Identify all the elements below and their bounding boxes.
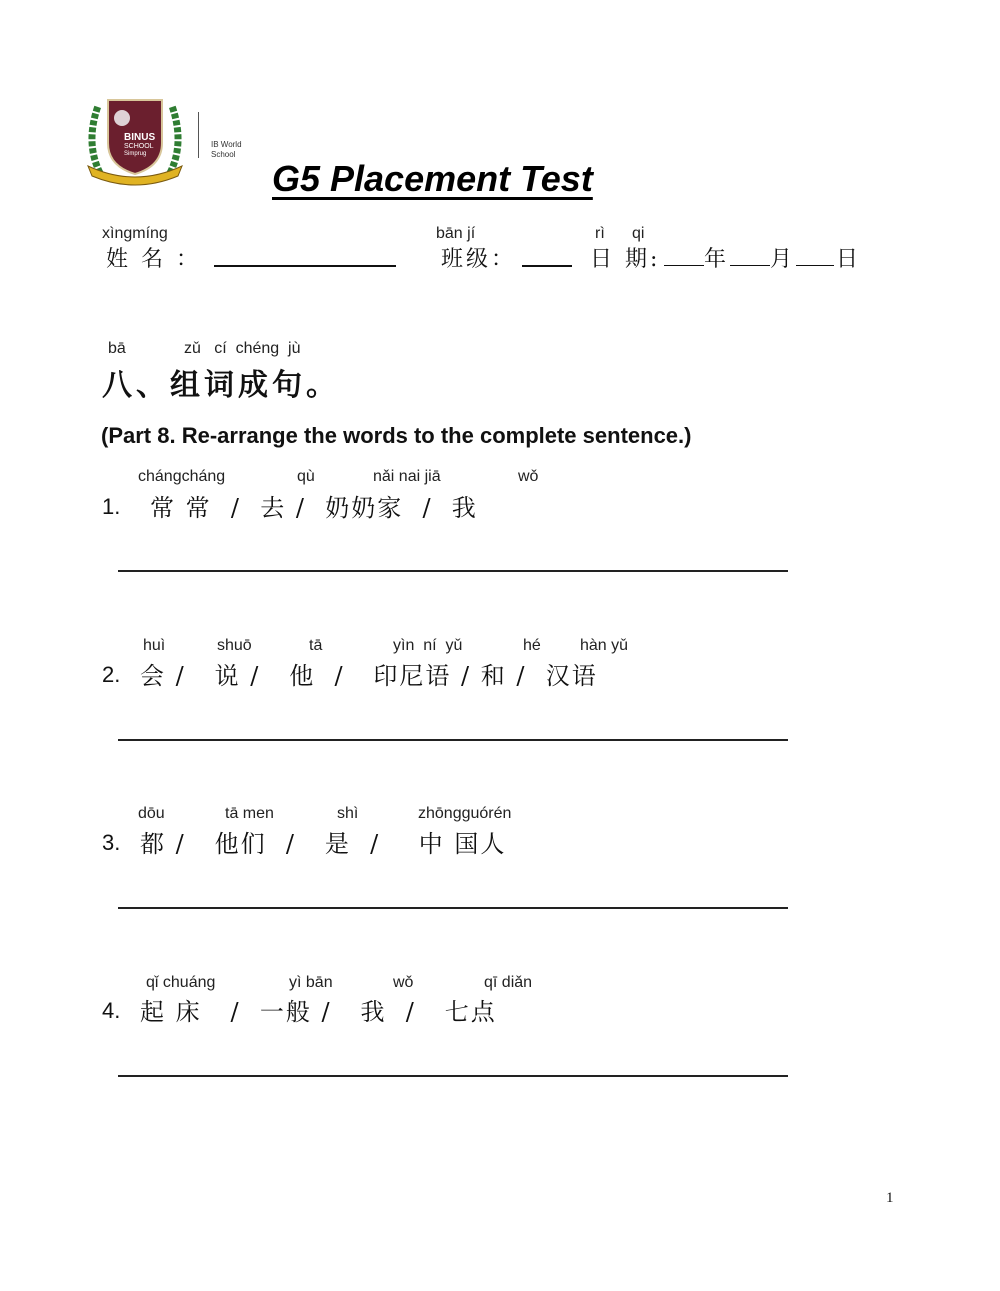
page-title: G5 Placement Test	[272, 158, 593, 199]
q4-pinyin-2: yì bān	[289, 974, 333, 991]
q3-pinyin-1: dōu	[138, 805, 165, 822]
month-label: 月	[770, 247, 796, 272]
q2-pinyin-2: shuō	[217, 637, 252, 654]
class-label: 班级：	[441, 247, 517, 272]
q2-pinyin-1: huì	[143, 637, 166, 654]
q2-pinyin-3: tā	[309, 637, 323, 654]
date-label: 日 期:	[590, 247, 661, 272]
q2-pinyin-4: yìn ní yǔ	[393, 637, 463, 654]
q4-pinyin-3: wǒ	[393, 974, 414, 991]
q4-pinyin-1: qǐ chuáng	[146, 974, 216, 991]
q4-answer-line[interactable]	[118, 1075, 788, 1077]
school-city: Simprug	[124, 151, 147, 157]
date-pinyin-ri: rì	[595, 225, 605, 242]
year-field[interactable]	[664, 265, 704, 266]
name-field[interactable]	[214, 265, 396, 267]
q1-pinyin-1: chángcháng	[138, 468, 226, 485]
class-pinyin: bān jí	[436, 225, 476, 242]
q2-pinyin-6: hàn yǔ	[580, 637, 629, 654]
school-name: BINUS	[124, 132, 156, 143]
q2-words: 会 / 说 / 他 / 印尼语 / 和 / 汉语	[140, 662, 598, 690]
logo-divider	[198, 112, 199, 158]
q2-pinyin-5: hé	[523, 637, 541, 654]
year-label: 年	[704, 247, 730, 272]
date-pinyin-qi: qi	[632, 225, 645, 242]
q4-pinyin-4: qī diǎn	[484, 974, 533, 991]
q1-pinyin-4: wǒ	[518, 468, 539, 485]
q1-pinyin-2: qù	[297, 468, 315, 485]
q2-answer-line[interactable]	[118, 739, 788, 741]
page-number: 1	[886, 1190, 894, 1206]
ib-label-line2: School	[211, 150, 236, 159]
day-label: 日	[836, 247, 862, 272]
q1-number: 1.	[102, 494, 121, 519]
school-subtitle: SCHOOL	[124, 143, 154, 150]
ib-world-school-label	[211, 140, 242, 160]
section-pinyin-ba: bā	[108, 340, 126, 357]
q3-pinyin-4: zhōngguórén	[418, 805, 512, 822]
q2-number: 2.	[102, 662, 121, 687]
month-field[interactable]	[730, 265, 770, 266]
q4-words: 起 床 / 一般 / 我 / 七点	[140, 998, 497, 1026]
q3-pinyin-2: tā men	[225, 805, 274, 822]
section-title: 八、组词成句。	[102, 368, 340, 403]
name-label: 姓 名 ：	[106, 247, 201, 272]
day-field[interactable]	[796, 265, 834, 266]
section-pinyin: zǔ cí chéng jù	[184, 340, 301, 357]
q1-words: 常 常 / 去 / 奶奶家 / 我	[150, 494, 478, 522]
q1-pinyin-3: nǎi nai jiā	[373, 468, 441, 485]
q3-number: 3.	[102, 830, 121, 855]
q3-answer-line[interactable]	[118, 907, 788, 909]
q4-number: 4.	[102, 998, 121, 1023]
ib-label-line1: IB World	[211, 140, 242, 149]
section-instruction: (Part 8. Re-arrange the words to the complete sentence.)	[101, 423, 692, 448]
q1-answer-line[interactable]	[118, 570, 788, 572]
q3-pinyin-3: shì	[337, 805, 359, 822]
class-field[interactable]	[522, 265, 572, 267]
q3-words: 都 / 他们 / 是 / 中 国人	[140, 830, 507, 858]
name-pinyin: xìngmíng	[102, 225, 168, 242]
school-logo	[80, 88, 190, 188]
